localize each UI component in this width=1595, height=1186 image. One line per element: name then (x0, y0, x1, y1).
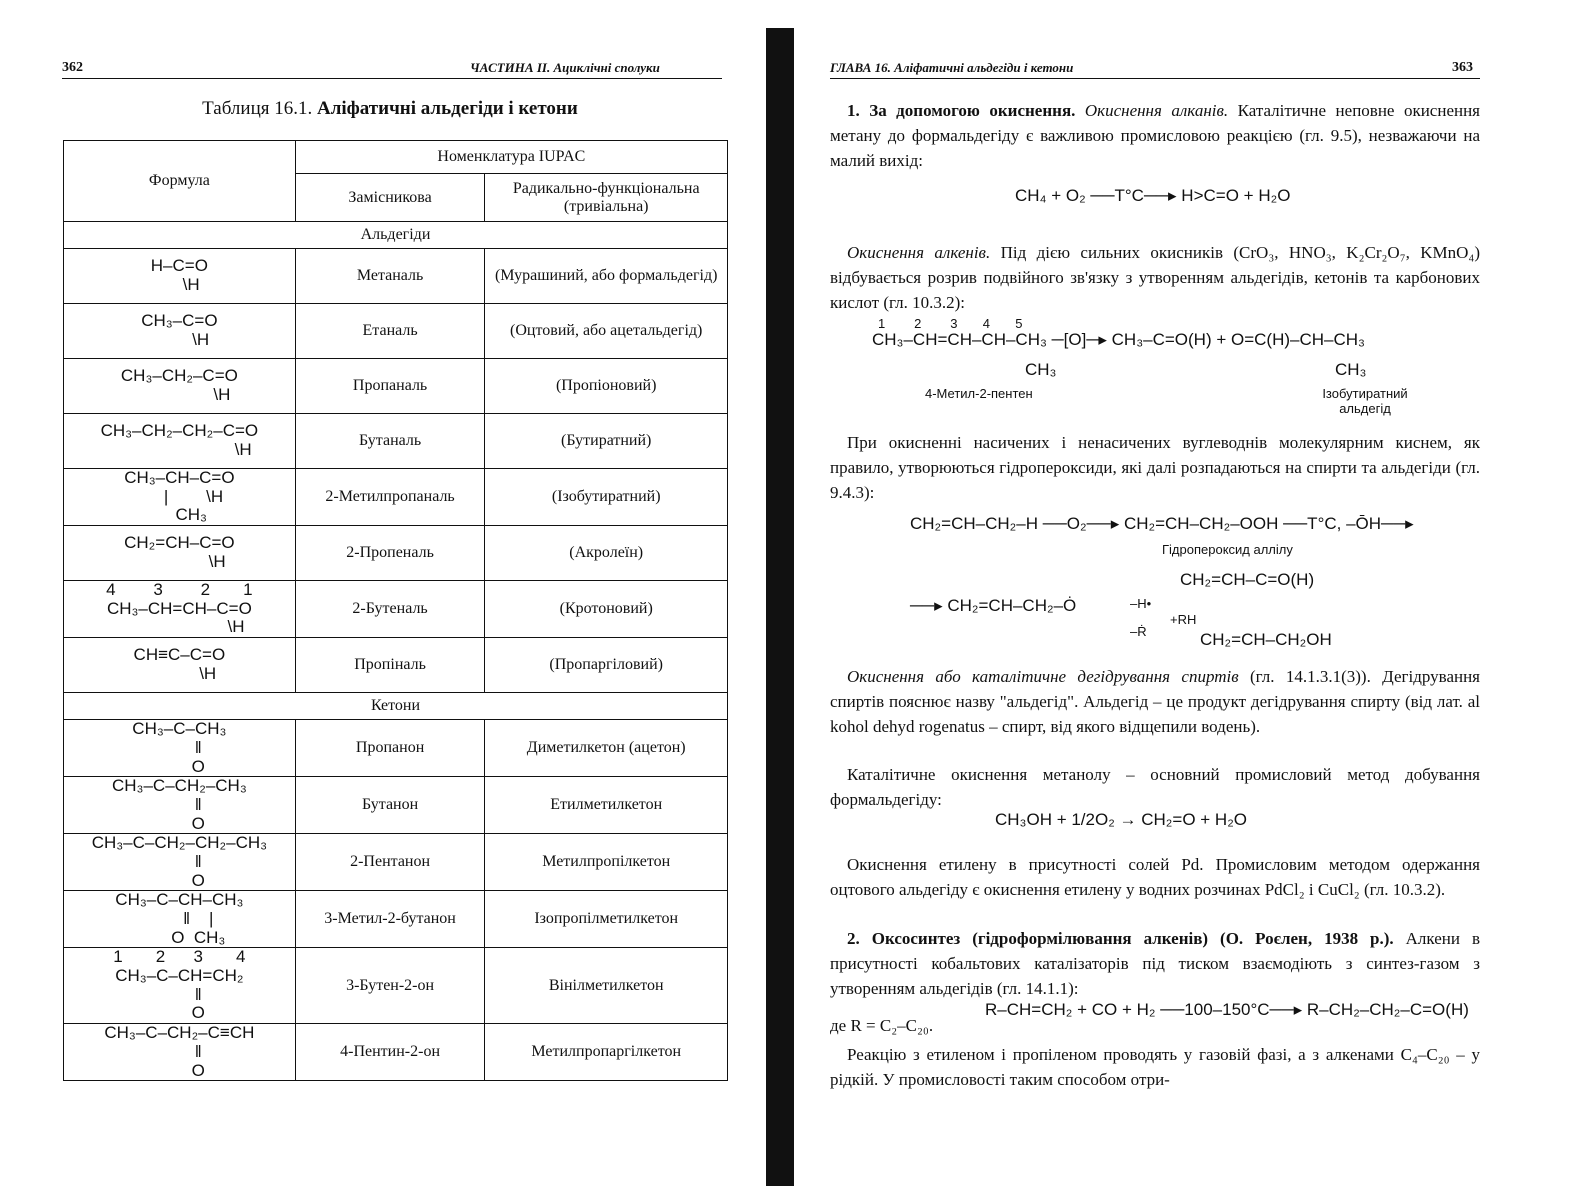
formula-cell: CH₃–C=O \H (64, 304, 296, 359)
equation-6-where: де R = C₂–C₂₀. (830, 1016, 934, 1035)
equation-3-label: Гідропероксид аллілу (1162, 542, 1293, 557)
equation-2: CH₃–CH=CH–CH–CH₃ ─[O]─▸ CH₃–C=O(H) + O=C(H)–CH–CH₃ (872, 330, 1365, 349)
substitutive-name-cell: Бутаналь (295, 414, 485, 469)
equation-3: CH₂=CH–CH₂–H ──O₂──▸ CH₂=CH–CH₂–OOH ──T°C, –ŌH──▸ (910, 514, 1414, 533)
equation-4: ──▸ CH₂=CH–CH₂–Ȯ (910, 596, 1077, 615)
substitutive-name-cell: 2-Бутеналь (295, 581, 485, 638)
equation-2-branch-2: CH₃ (1335, 360, 1367, 379)
radical-name-cell: (Пропаргіловий) (485, 638, 728, 693)
formula-cell: 4 3 2 1 CH₃–CH=CH–C=O \H (64, 581, 296, 638)
col-header-substitutive: Замісникова (295, 174, 485, 222)
paragraph-5 (830, 762, 1480, 812)
equation-4-rh: +RH (1170, 612, 1197, 627)
equation-5: CH₃OH + 1/2O₂ → CH₂=O + H₂O (995, 810, 1248, 829)
substitutive-name-cell: Метаналь (295, 249, 485, 304)
equation-4-product-1: CH₂=CH–C=O(H) (1180, 570, 1315, 589)
table-caption: Аліфатичні альдегіди і кетони (316, 98, 578, 119)
table-row (64, 891, 728, 948)
ketone-rows (64, 720, 728, 1081)
radical-name-cell: Диметилкетон (ацетон) (485, 720, 728, 777)
table-row (64, 359, 728, 414)
substitutive-name-cell: Етаналь (295, 304, 485, 359)
p1-italic: Окиснення алканів. (1084, 101, 1229, 120)
page-number-right: 363 (1452, 60, 1473, 75)
book-spine (766, 28, 794, 1186)
radical-name-cell: (Ізобутиратний) (485, 469, 728, 526)
table-row (64, 469, 728, 526)
equation-4-r: –Ṙ (1130, 624, 1147, 639)
radical-name-cell: (Оцтовий, або ацетальдегід) (485, 304, 728, 359)
paragraph-2 (830, 240, 1480, 315)
p1-text: Каталітичне неповне окиснення метану до формальдегіду є важливою промисловою реакцією (гл. 9.5), незважаючи на малий вихід: (830, 101, 1480, 170)
table-row (64, 304, 728, 359)
equation-2-branch-1: CH₃ (1025, 360, 1057, 379)
formula-cell: CH₃–C–CH₃ ‖ O (64, 720, 296, 777)
p8-text: Реакцію з етиленом і пропіленом проводять у газовій фазі, а з алкенами C₄–C₂₀ – у рідкій. У промисловості таким способом отри- (830, 1045, 1480, 1089)
formula-cell: H–C=O \H (64, 249, 296, 304)
table-row (64, 638, 728, 693)
radical-name-cell: Метилпропілкетон (485, 834, 728, 891)
header-rule-left (62, 78, 722, 79)
substitutive-name-cell: Пропаналь (295, 359, 485, 414)
aldehyde-ketone-table (63, 140, 728, 1081)
p1-lead: 1. За допомогою окиснення. (847, 101, 1076, 120)
radical-name-cell: (Акролеїн) (485, 526, 728, 581)
paragraph-6 (830, 852, 1480, 902)
header-rule-right (830, 78, 1480, 79)
substitutive-name-cell: 2-Пентанон (295, 834, 485, 891)
equation-2-numbers: 1 2 3 4 5 (878, 316, 1023, 331)
right-page (800, 0, 1595, 1186)
p4-text: (гл. 14.1.3.1(3)). Дегідрування спиртів пояснює назву "альдегід". Альдегід – це продукт дегідрування спирту (від лат. al kohol dehyd rogenatus – спирт, від якого відщепили водень). (830, 667, 1481, 736)
page-number-left: 362 (62, 60, 83, 75)
col-header-radical: Радикально-функціональна (тривіальна) (485, 174, 728, 222)
table-row (64, 720, 728, 777)
substitutive-name-cell: 4-Пентин-2-он (295, 1024, 485, 1081)
p7-lead: 2. Оксосинтез (гідроформілювання алкенів) (О. Роєлен, 1938 р.). (847, 929, 1394, 948)
p3-text: При окисненні насичених і ненасичених вуглеводнів молекулярним киснем, як правило, утворюються гідропероксиди, які далі розпадаються на спирти та альдегіди (гл. 9.4.3): (830, 433, 1480, 502)
running-head-left: ЧАСТИНА II. Ациклічні сполуки (470, 60, 660, 75)
formula-cell: CH₃–C–CH–CH₃ ‖ | O CH₃ (64, 891, 296, 948)
col-header-iupac: Номенклатура IUPAC (295, 141, 727, 174)
p2-italic: Окиснення алкенів. (847, 243, 991, 262)
paragraph-7 (830, 926, 1480, 1001)
table-title (60, 98, 720, 120)
substitutive-name-cell: Пропіналь (295, 638, 485, 693)
table-row (64, 526, 728, 581)
radical-name-cell: (Бутиратний) (485, 414, 728, 469)
radical-name-cell: Етилметилкетон (485, 777, 728, 834)
table-row (64, 1024, 728, 1081)
formula-cell: CH₂=CH–C=O \H (64, 526, 296, 581)
p6-text: Окиснення етилену в присутності солей Pd. Промисловим методом одержання оцтового альдегіду є окиснення етилену у водних розчинах PdCl₂ і CuCl₂ (гл. 10.3.2). (830, 855, 1480, 899)
equation-4-h: –H• (1130, 596, 1152, 611)
running-head-right: ГЛАВА 16. Аліфатичні альдегіди і кетони (830, 60, 1074, 75)
substitutive-name-cell: 3-Метил-2-бутанон (295, 891, 485, 948)
equation-2-label-2: Ізобутиратний альдегід (1322, 386, 1408, 416)
p4-italic: Окиснення або каталітичне дегідрування спиртів (847, 667, 1239, 686)
aldehyde-rows (64, 249, 728, 693)
radical-name-cell: Метилпропаргілкетон (485, 1024, 728, 1081)
paragraph-8 (830, 1042, 1480, 1092)
table-row (64, 948, 728, 1024)
radical-name-cell: Вінілметилкетон (485, 948, 728, 1024)
equation-2-label-1: 4-Метил-2-пентен (925, 386, 1033, 401)
section-ketones: Кетони (64, 693, 728, 720)
paragraph-4 (830, 664, 1480, 739)
substitutive-name-cell: Бутанон (295, 777, 485, 834)
col-header-formula: Формула (64, 141, 296, 222)
equation-1: CH₄ + O₂ ──T°C──▸ H>C=O + H₂O (1015, 186, 1291, 205)
left-page (0, 0, 760, 1186)
formula-cell: CH₃–C–CH₂–CH₂–CH₃ ‖ O (64, 834, 296, 891)
table-row (64, 834, 728, 891)
substitutive-name-cell: Пропанон (295, 720, 485, 777)
formula-cell: CH₃–C–CH₂–CH₃ ‖ O (64, 777, 296, 834)
radical-name-cell: (Кротоновий) (485, 581, 728, 638)
formula-cell: 1 2 3 4 CH₃–C–CH=CH₂ ‖ O (64, 948, 296, 1024)
formula-cell: CH₃–C–CH₂–C≡CH ‖ O (64, 1024, 296, 1081)
substitutive-name-cell: 3-Бутен-2-он (295, 948, 485, 1024)
table-row (64, 581, 728, 638)
radical-name-cell: Ізопропілметилкетон (485, 891, 728, 948)
table-label: Таблиця 16.1. (202, 98, 313, 119)
substitutive-name-cell: 2-Пропеналь (295, 526, 485, 581)
substitutive-name-cell: 2-Метилпропаналь (295, 469, 485, 526)
radical-name-cell: (Пропіоновий) (485, 359, 728, 414)
table-row (64, 249, 728, 304)
equation-4-product-2: CH₂=CH–CH₂OH (1200, 630, 1332, 649)
formula-cell: CH₃–CH–C=O | \H CH₃ (64, 469, 296, 526)
p5-text: Каталітичне окиснення метанолу – основний промисловий метод добування формальдегіду: (830, 765, 1480, 809)
formula-cell: CH₃–CH₂–CH₂–C=O \H (64, 414, 296, 469)
radical-name-cell: (Мурашиний, або формальдегід) (485, 249, 728, 304)
p2-text: Під дією сильних окисників (CrO₃, HNO₃, K₂Cr₂O₇, KMnO₄) відбувається розрив подвійного зв'язку з утворенням альдегідів, кетонів та карбонових кислот (гл. 10.3.2): (830, 243, 1481, 312)
table-row (64, 414, 728, 469)
p7-text: Алкени в присутності кобальтових каталізаторів під тиском взаємодіють з синтез-газом з утворенням альдегідів (гл. 14.1.1): (830, 929, 1480, 998)
table-row (64, 777, 728, 834)
formula-cell: CH≡C–C=O \H (64, 638, 296, 693)
paragraph-1 (830, 98, 1480, 173)
equation-6: R–CH=CH₂ + CO + H₂ ──100–150°C──▸ R–CH₂–CH₂–C=O(H) (985, 1000, 1469, 1019)
section-aldehydes: Альдегіди (64, 222, 728, 249)
paragraph-3 (830, 430, 1480, 505)
formula-cell: CH₃–CH₂–C=O \H (64, 359, 296, 414)
